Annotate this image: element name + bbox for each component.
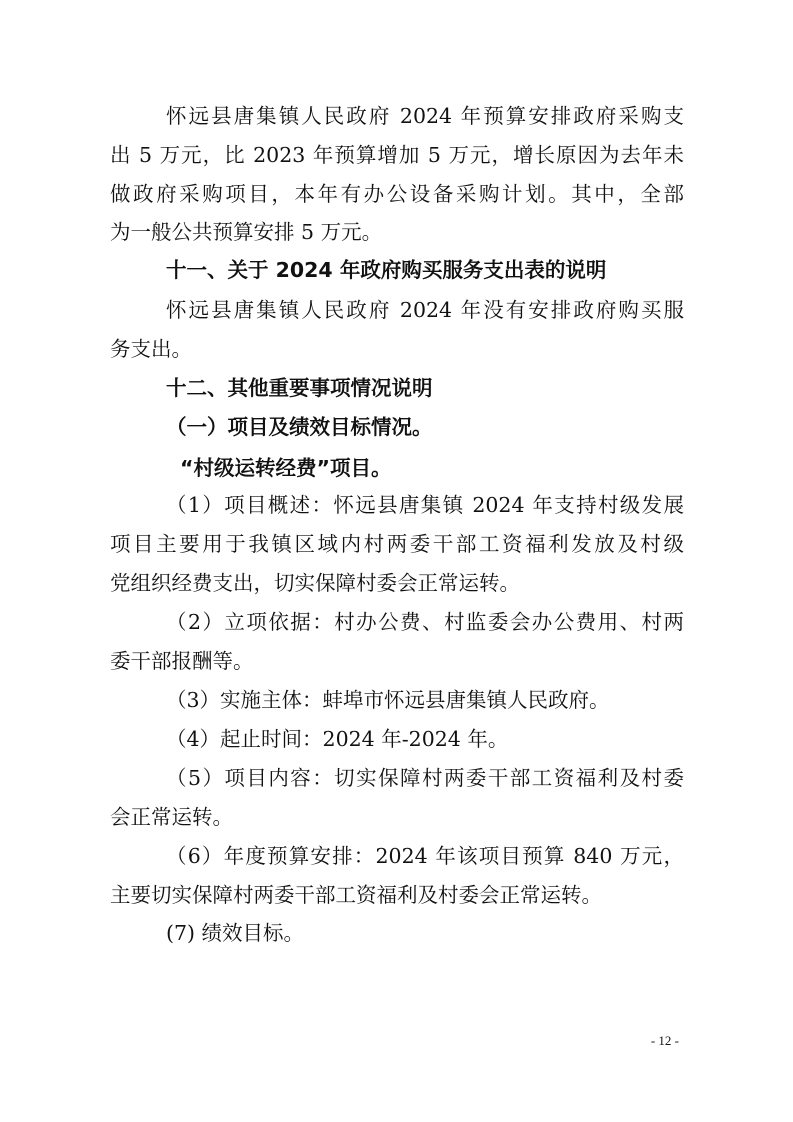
project-title: “村级运转经费”项目。 [180,456,392,480]
paragraph-line: （5）项目内容：切实保障村两委干部工资福利及村委 [166,766,684,790]
paragraph-line: 项目主要用于我镇区域内村两委干部工资福利发放及村级 [110,532,684,556]
paragraph-line: 为一般公共预算安排 5 万元。 [110,220,383,244]
paragraph-line: 怀远县唐集镇人民政府 2024 年没有安排政府购买服 [166,298,684,322]
subsection-heading: （一）项目及绩效目标情况。 [166,415,433,439]
paragraph-line: (7) 绩效目标。 [166,921,305,945]
paragraph-line: （1）项目概述：怀远县唐集镇 2024 年支持村级发展 [166,493,684,517]
paragraph-line: 会正常运转。 [110,805,233,829]
paragraph-line: （2）立项依据：村办公费、村监委会办公费用、村两 [166,610,684,634]
paragraph-line: 务支出。 [110,337,192,361]
paragraph-line: （3）实施主体：蚌埠市怀远县唐集镇人民政府。 [166,688,610,712]
paragraph-line: 做政府采购项目，本年有办公设备采购计划。其中，全部 [110,182,684,206]
paragraph-line: 委干部报酬等。 [110,649,254,673]
paragraph-line: 主要切实保障村两委干部工资福利及村委会正常运转。 [110,883,602,907]
section-heading: 十一、关于 2024 年政府购买服务支出表的说明 [166,258,607,282]
page-number: - 12 - [650,1033,679,1048]
paragraph-line: （6）年度预算安排：2024 年该项目预算 840 万元， [166,844,684,868]
section-heading: 十二、其他重要事项情况说明 [166,376,433,400]
paragraph-line: （4）起止时间：2024 年-2024 年。 [166,727,509,751]
paragraph-line: 出 5 万元，比 2023 年预算增加 5 万元，增长原因为去年未 [110,143,684,167]
paragraph-line: 党组织经费支出，切实保障村委会正常运转。 [110,571,520,595]
paragraph-line: 怀远县唐集镇人民政府 2024 年预算安排政府采购支 [166,104,684,128]
